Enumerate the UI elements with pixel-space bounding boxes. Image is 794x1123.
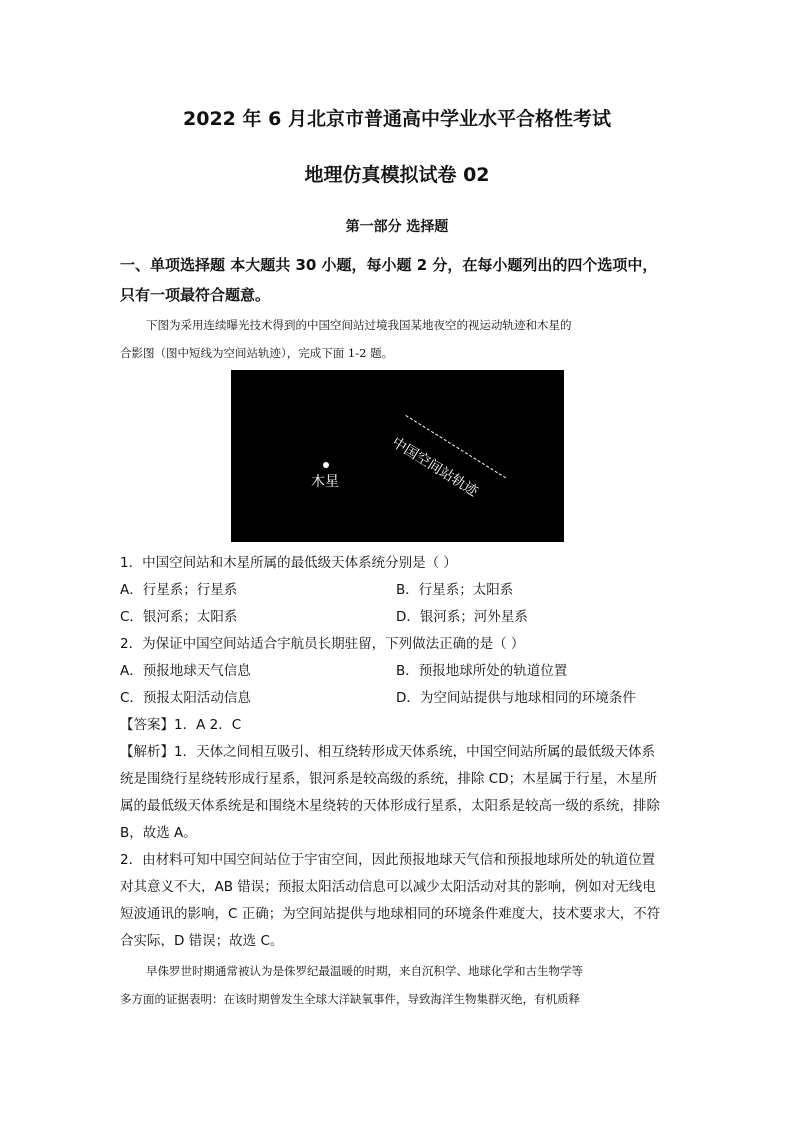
material-line1: 早侏罗世时期通常被认为是侏罗纪最温暖的时期，来自沉积学、地球化学和古生物学等 — [146, 964, 583, 978]
question-1-option-a: A．行星系；行星系 — [120, 582, 238, 598]
question-1-option-d: D．银河系；河外星系 — [396, 609, 528, 625]
question-1-option-b: B．行星系；太阳系 — [396, 582, 514, 598]
question-1-option-c: C．银河系；太阳系 — [120, 609, 238, 625]
question-2-stem: 2．为保证中国空间站适合宇航员长期驻留，下列做法正确的是（ ） — [120, 636, 525, 652]
question-2-option-c: C．预报太阳活动信息 — [120, 690, 251, 706]
analysis-line: 统是围绕行星绕转形成行星系，银河系是较高级的系统，排除 CD；木星属于行星，木星所 — [120, 771, 658, 787]
track-label: 中国空间站轨迹 — [388, 434, 481, 501]
exam-title: 2022 年 6 月北京市普通高中学业水平合格性考试 — [183, 108, 611, 130]
intro-line1: 下图为采用连续曝光技术得到的中国空间站过境我国某地夜空的视运动轨迹和木星的 — [146, 318, 572, 332]
analysis-line: 2．由材料可知中国空间站位于宇宙空间，因此预报地球天气信和预报地球所处的轨道位置 — [120, 852, 656, 868]
analysis-line: B，故选 A。 — [120, 825, 197, 841]
analysis-line: 对其意义不大，AB 错误；预报太阳活动信息可以减少太阳活动对其的影响，例如对无线电 — [120, 879, 656, 895]
question-2-option-a: A．预报地球天气信息 — [120, 663, 251, 679]
part-heading: 第一部分 选择题 — [345, 219, 449, 235]
question-1-stem: 1．中国空间站和木星所属的最低级天体系统分别是（ ） — [120, 555, 457, 571]
question-2-option-b: B．预报地球所处的轨道位置 — [396, 663, 568, 679]
answer-line: 【答案】1．A 2．C — [120, 717, 242, 733]
analysis-line: 属的最低级天体系统是和围绕木星绕转的天体形成行星系，太阳系是较高一级的系统，排除 — [120, 798, 660, 814]
analysis-line: 短波通讯的影响，C 正确；为空间站提供与地球相同的环境条件难度大，技术要求大，不符 — [120, 906, 661, 922]
intro-line2: 合影图（图中短线为空间站轨迹），完成下面 1-2 题。 — [120, 346, 394, 360]
section-heading-line1: 一、单项选择题 本大题共 30 小题，每小题 2 分，在每小题列出的四个选项中， — [120, 256, 658, 274]
jupiter-label: 木星 — [311, 474, 339, 490]
analysis-line: 【解析】1．天体之间相互吸引、相互绕转形成天体系统，中国空间站所属的最低级天体系 — [120, 744, 656, 760]
section-heading-line2: 只有一项最符合题意。 — [120, 286, 271, 304]
exam-subtitle: 地理仿真模拟试卷 02 — [304, 164, 490, 186]
jupiter-dot — [323, 462, 329, 468]
analysis-line: 合实际，D 错误；故选 C。 — [120, 933, 284, 949]
night-sky-figure — [231, 370, 564, 542]
material-line2: 多方面的证据表明：在该时期曾发生全球大洋缺氧事件，导致海洋生物集群灭绝，有机质释 — [120, 992, 580, 1006]
question-2-option-d: D．为空间站提供与地球相同的环境条件 — [396, 690, 636, 706]
